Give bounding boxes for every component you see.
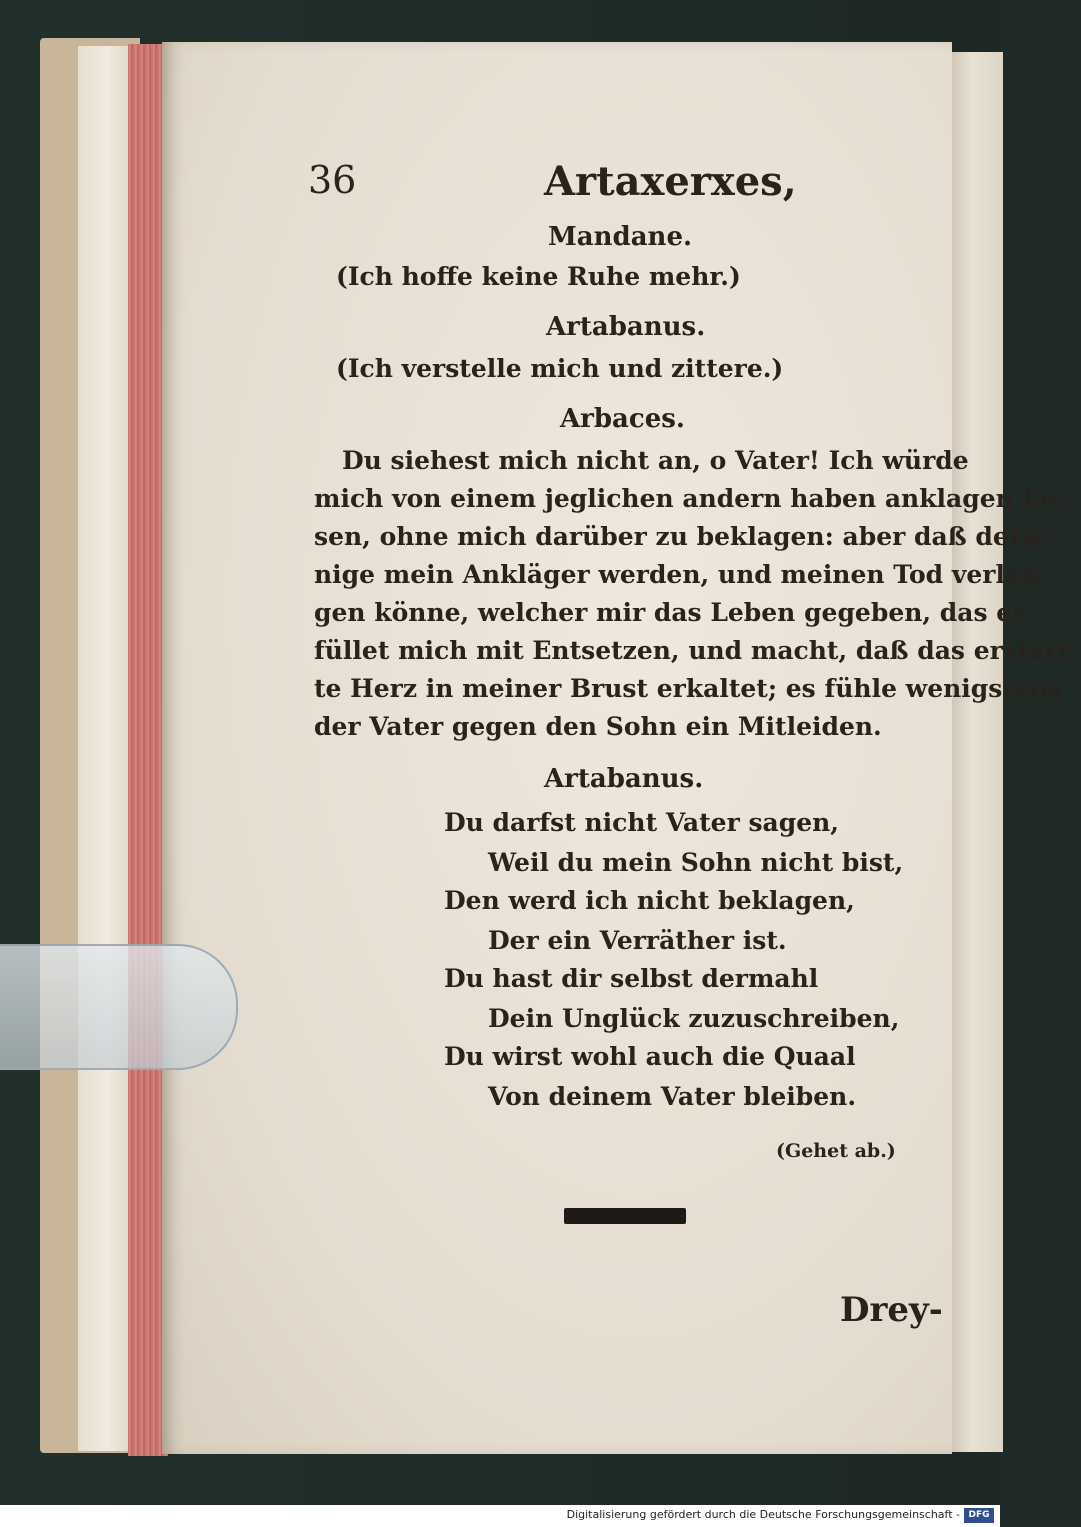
prose-line: nige mein Ankläger werden, und meinen Tod verlan- — [314, 560, 1050, 589]
prose-line: gen könne, welcher mir das Leben gegeben, das er- — [314, 598, 1036, 627]
prose-line: te Herz in meiner Brust erkaltet; es fühle wenigstens — [314, 674, 1063, 703]
next-page-edge — [948, 52, 1003, 1452]
page-number: 36 — [308, 158, 357, 202]
verse-line: Der ein Verräther ist. — [488, 926, 787, 955]
speaker-mandane: Mandane. — [548, 222, 693, 252]
speaker-artabanus: Artabanus. — [546, 312, 706, 342]
dfg-logo: DFG — [964, 1508, 994, 1523]
prose-line: der Vater gegen den Sohn ein Mitleiden. — [314, 712, 882, 741]
verse-line: Dein Unglück zuzuschreiben, — [488, 1004, 900, 1033]
speaker-artabanus: Artabanus. — [544, 764, 704, 794]
prose-line: mich von einem jeglichen andern haben anklagen las- — [314, 484, 1073, 513]
footer-credit: Digitalisierung gefördert durch die Deutsche Forschungsgemeinschaft - — [566, 1508, 960, 1521]
stage-direction: (Gehet ab.) — [776, 1140, 896, 1162]
prose-line: Du siehest mich nicht an, o Vater! Ich würde — [342, 446, 969, 475]
ornament-rule — [564, 1208, 686, 1224]
mandane-line: (Ich hoffe keine Ruhe mehr.) — [336, 262, 741, 291]
book-page — [162, 42, 952, 1454]
speaker-arbaces: Arbaces. — [560, 404, 685, 434]
verse-line: Weil du mein Sohn nicht bist, — [488, 848, 904, 877]
prose-line: füllet mich mit Entsetzen, und macht, daß das erstarr- — [314, 636, 1081, 665]
bookmark-clip — [0, 944, 238, 1070]
verse-line: Den werd ich nicht beklagen, — [444, 886, 855, 915]
verse-line: Du darfst nicht Vater sagen, — [444, 808, 839, 837]
verse-line: Von deinem Vater bleiben. — [488, 1082, 857, 1111]
footer-bar — [0, 1505, 1000, 1527]
verse-line: Du hast dir selbst dermahl — [444, 964, 819, 993]
verse-line: Du wirst wohl auch die Quaal — [444, 1042, 856, 1071]
catchword: Drey- — [840, 1290, 943, 1330]
running-title: Artaxerxes, — [544, 158, 797, 205]
artabanus-line: (Ich verstelle mich und zittere.) — [336, 354, 784, 383]
prose-line: sen, ohne mich darüber zu beklagen: aber daß derje- — [314, 522, 1058, 551]
